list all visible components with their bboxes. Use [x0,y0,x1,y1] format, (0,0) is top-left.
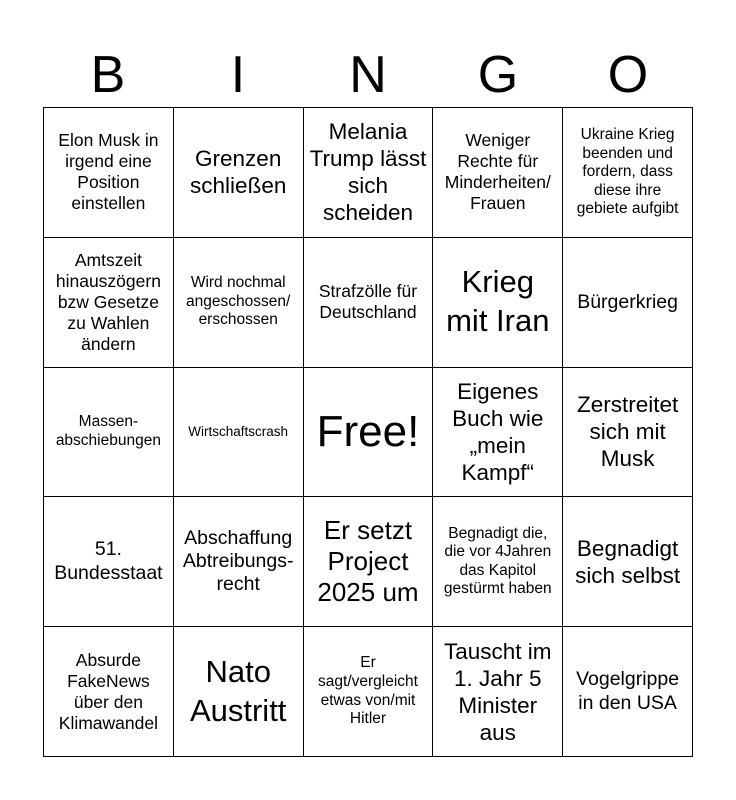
bingo-board [43,107,693,757]
bingo-cell-r4-c1[interactable] [44,497,174,627]
bingo-cell-r1-c2[interactable] [174,108,304,238]
header-letter-o: O [607,46,649,104]
bingo-cell-text: Abschaffung Abtreibungs-recht [182,526,294,596]
bingo-cell-r3-c4[interactable] [433,368,563,498]
bingo-cell-r5-c2[interactable] [174,627,304,757]
bingo-cell-text: Er setzt Project 2025 um [317,515,419,608]
bingo-cell-r1-c4[interactable] [433,108,563,238]
bingo-cell-r1-c3[interactable] [304,108,434,238]
bingo-cell-r5-c5[interactable] [563,627,693,757]
bingo-cell-text: Eigenes Buch wie „mein Kampf“ [452,378,544,485]
bingo-cell-text: Tauscht im 1. Jahr 5 Minister aus [444,638,552,745]
bingo-cell-text: Er sagt/vergleicht etwas von/mit Hitler [318,654,418,728]
bingo-cell-r2-c2[interactable] [174,238,304,368]
bingo-cell-r3-c5[interactable] [563,368,693,498]
bingo-cell-text: Grenzen schließen [190,146,287,199]
bingo-cell-r4-c5[interactable] [563,497,693,627]
bingo-cell-text: Elon Musk in irgend eine Position einstellen [58,130,159,214]
bingo-cell-r4-c2[interactable] [174,497,304,627]
bingo-cell-text: Nato Austritt [189,653,287,728]
bingo-cell-r2-c4[interactable] [433,238,563,368]
header-letter-i: I [230,46,246,104]
bingo-cell-text: Free! [316,406,420,456]
bingo-cell-r5-c3[interactable] [304,627,434,757]
bingo-cell-r4-c4[interactable] [433,497,563,627]
bingo-cell-text: Weniger Rechte für Minderheiten/ Frauen [444,130,551,214]
bingo-cell-text: Massen-abschiebungen [55,413,161,449]
bingo-cell-text: Krieg mit Iran [446,264,550,339]
bingo-cell-text: Wird nochmal angeschossen/ erschossen [186,274,291,329]
bingo-cell-free[interactable] [304,368,434,498]
bingo-cell-text: Zerstreitet sich mit Musk [576,392,679,472]
bingo-cell-text: 51. Bundesstaat [54,538,163,584]
bingo-cell-r4-c3[interactable] [304,497,434,627]
header-letter-n: N [349,46,387,104]
bingo-cell-r5-c4[interactable] [433,627,563,757]
bingo-cell-r2-c1[interactable] [44,238,174,368]
bingo-cell-text: Strafzölle für Deutschland [318,281,418,323]
header-letter-b: B [90,46,126,104]
header-letter-g: G [477,46,519,104]
bingo-header [43,44,693,106]
bingo-cell-text: Bürgerkrieg [577,290,678,313]
bingo-cell-r3-c2[interactable] [174,368,304,498]
bingo-cell-r3-c1[interactable] [44,368,174,498]
bingo-cell-text: Vogelgrippe in den USA [576,668,680,714]
bingo-cell-text: Wirtschaftscrash [188,423,289,439]
bingo-cell-r2-c3[interactable] [304,238,434,368]
bingo-cell-text: Amtszeit hinauszögern bzw Gesetze zu Wahlen ändern [55,249,161,354]
bingo-cell-r1-c5[interactable] [563,108,693,238]
bingo-cell-text: Absurde FakeNews über den Klimawandel [58,649,158,733]
bingo-cell-r5-c1[interactable] [44,627,174,757]
bingo-cell-text: Begnadigt sich selbst [575,535,681,588]
bingo-cell-text: Ukraine Krieg beenden und fordern, dass diese ihre gebiete aufgibt [576,125,679,218]
bingo-cell-text: Begnadigt die, die vor 4Jahren das Kapitol gestürmt haben [443,524,552,598]
bingo-cell-r1-c1[interactable] [44,108,174,238]
bingo-cell-text: Melania Trump lässt sich scheiden [309,119,427,226]
bingo-cell-r2-c5[interactable] [563,238,693,368]
